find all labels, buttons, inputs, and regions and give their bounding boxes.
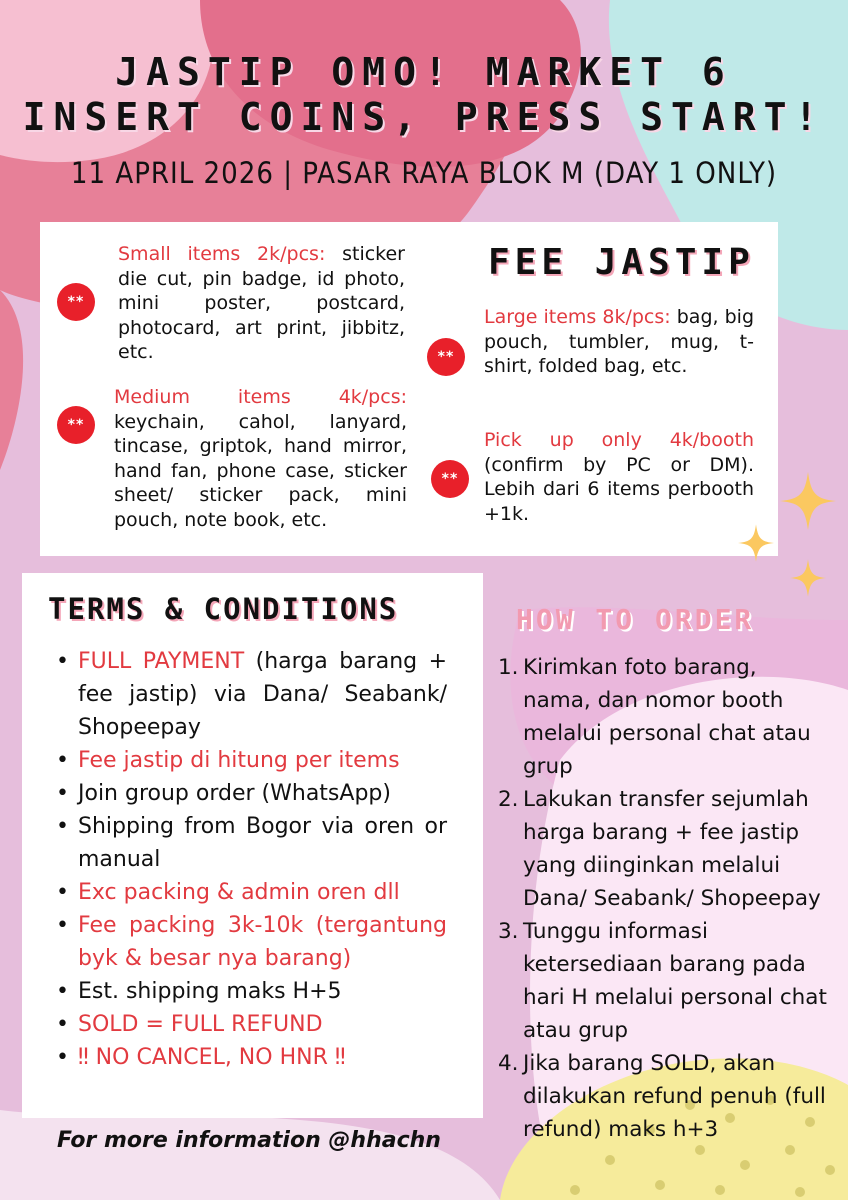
order-step-text: Tunggu informasi ketersediaan barang pada hari H melalui personal chat atau grup <box>523 919 827 1043</box>
term-item <box>78 645 447 744</box>
pickup-text: (confirm by PC or DM). Lebih dari 6 items perbooth +1k. <box>484 453 754 525</box>
how-to-order-title: HOW TO ORDER <box>516 603 755 636</box>
small-items <box>118 242 405 365</box>
medium-items-badge: ** <box>57 406 95 444</box>
order-step-number: 2. <box>498 787 519 812</box>
star-icon <box>738 524 774 562</box>
term-item: • Exc packing & admin oren dll <box>78 876 447 909</box>
large-items-list: bag, big pouch, tumbler, mug, t-shirt, folded bag, etc. <box>484 306 755 377</box>
term-item: • Fee jastip di hitung per items <box>78 744 447 777</box>
pickup-info <box>484 428 754 526</box>
order-step-text: Lakukan transfer sejumlah harga barang + fee jastip yang diinginkan melalui Dana/ Seabank/ Shopeepay <box>523 787 821 911</box>
fee-title: FEE JASTIP <box>488 242 755 283</box>
medium-items-heading: Medium items 4k/pcs: <box>114 386 407 408</box>
order-step <box>498 783 828 915</box>
footer-contact: For more information @hhachn <box>57 1128 441 1153</box>
pickup-heading: Pick up only 4k/booth <box>484 429 754 451</box>
term-item: • Shipping from Bogor via oren or manual <box>78 810 447 876</box>
event-subtitle: 11 APRIL 2026 | PASAR RAYA BLOK M (DAY 1 ONLY) <box>70 156 778 190</box>
term-item-text: (harga barang + fee jastip) via Dana/ Seabank/ Shopeepay <box>78 649 448 740</box>
term-item: • Join group order (WhatsApp) <box>78 777 447 810</box>
term-item: • Est. shipping maks H+5 <box>78 975 447 1008</box>
star-icon <box>790 559 826 597</box>
order-step-text: Kirimkan foto barang, nama, dan nomor booth melalui personal chat atau grup <box>523 655 811 779</box>
how-to-order-list <box>498 651 828 1146</box>
large-items-badge: ** <box>427 338 465 376</box>
terms-list <box>78 645 447 1074</box>
star-icon <box>780 472 836 530</box>
term-item: • ‼ NO CANCEL, NO HNR ‼ <box>78 1041 447 1074</box>
term-item-highlight: FULL PAYMENT <box>78 649 245 674</box>
small-items-list: sticker die cut, pin badge, id photo, mini poster, postcard, photocard, art print, jibbitz, etc. <box>118 243 405 363</box>
terms-title: TERMS & CONDITIONS <box>48 592 399 626</box>
title-line-1: JASTIP OMO! MARKET 6 <box>115 50 733 94</box>
pickup-badge: ** <box>431 460 469 498</box>
term-item: • SOLD = FULL REFUND <box>78 1008 447 1041</box>
term-item: • Fee packing 3k-10k (tergantung byk & besar nya barang) <box>78 909 447 975</box>
order-step <box>498 915 828 1047</box>
title-line-2: INSERT COINS, PRESS START! <box>22 95 826 139</box>
medium-items <box>114 385 407 532</box>
large-items <box>484 305 754 379</box>
order-step-number: 4. <box>498 1051 519 1076</box>
small-items-heading: Small items 2k/pcs: <box>118 243 326 265</box>
large-items-heading: Large items 8k/pcs: <box>484 306 671 328</box>
small-items-badge: ** <box>57 283 95 321</box>
order-step <box>498 651 828 783</box>
order-step-number: 3. <box>498 919 519 944</box>
order-step-text: Jika barang SOLD, akan dilakukan refund penuh (full refund) maks h+3 <box>523 1051 826 1142</box>
order-step <box>498 1047 828 1146</box>
medium-items-list: keychain, cahol, lanyard, tincase, griptok, hand mirror, hand fan, phone case, sticker sheet/ sticker pack, mini pouch, note book, etc. <box>114 410 407 531</box>
order-step-number: 1. <box>498 655 519 680</box>
